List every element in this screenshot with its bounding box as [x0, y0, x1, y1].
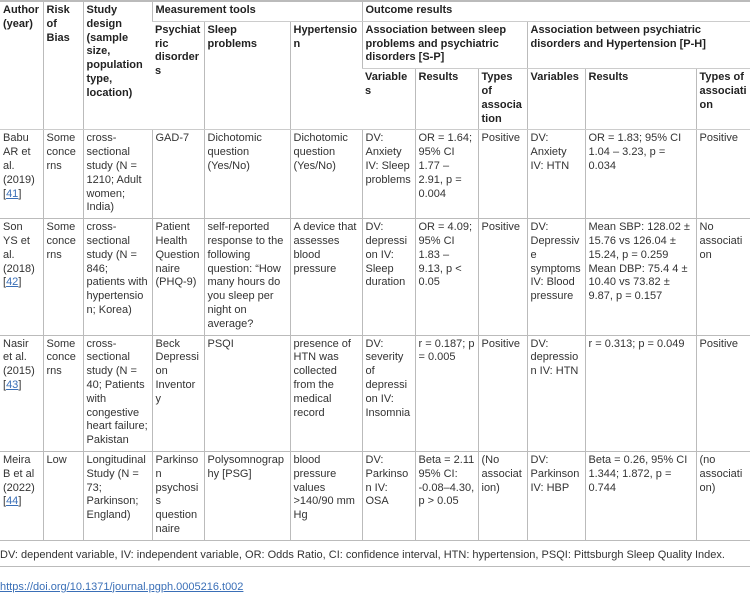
cell-risk — [43, 335, 83, 451]
cell-psych — [152, 219, 204, 335]
cell-ph-res — [585, 130, 696, 219]
header-ph-variables: Variables — [527, 69, 585, 130]
sp-res-text: OR = 4.09; 95% CI 1.83 – 9.13, p < 0.05 — [418, 221, 473, 289]
ph-res-text: Beta = 0.26, 95% CI 1.344; 1.872, p = 0.744 — [588, 453, 688, 494]
cell-sp-type — [478, 219, 527, 335]
sp-type-text: (No association) — [481, 453, 522, 494]
cell-risk — [43, 219, 83, 335]
cell-author: Son YS et al. (2018) [42] — [0, 219, 43, 335]
cell-risk — [43, 130, 83, 219]
cell-htn — [290, 451, 362, 540]
header-sp-results: Results — [415, 69, 478, 130]
sleep-text: Polysomnography [PSG] — [207, 453, 284, 480]
author-text: Babu AR et al. (2019) — [3, 132, 35, 186]
cell-sp-res — [415, 335, 478, 451]
header-design: Study design (sample size, population type, location) — [83, 1, 152, 130]
design-text: Longitudinal Study (N = 73; Parkinson; England) — [86, 453, 146, 522]
cell-risk — [43, 451, 83, 540]
ph-var-text: DV: Parkinson IV: HBP — [530, 453, 580, 494]
risk-text: Some concerns — [46, 132, 76, 172]
table-body — [0, 130, 750, 540]
cell-author: Meira B et al (2022) [44] — [0, 451, 43, 540]
htn-text: presence of HTN was collected from the medical record — [293, 337, 351, 419]
header-ph: Association between psychiatric disorders and Hypertension [P-H] — [527, 21, 750, 68]
cell-sp-var — [362, 451, 415, 540]
cell-ph-var — [527, 219, 585, 335]
doi-link[interactable]: https://doi.org/10.1371/journal.pgph.0005216.t002 — [0, 580, 244, 593]
cell-ph-res — [585, 451, 696, 540]
header-sleep: Sleep problems — [204, 21, 290, 130]
cell-htn — [290, 130, 362, 219]
risk-text: Some concerns — [46, 221, 76, 261]
reference-link[interactable]: 44 — [6, 495, 19, 508]
table-footnote: DV: dependent variable, IV: independent variable, OR: Odds Ratio, CI: confidence interval, HTN: hypertension, PSQI: Pittsburgh Sleep Quality Index. — [0, 541, 750, 567]
reference-link[interactable]: 42 — [6, 276, 19, 289]
cell-psych — [152, 335, 204, 451]
cell-sp-type — [478, 130, 527, 219]
cell-ph-type — [696, 219, 750, 335]
design-text: cross-sectional study (N = 1210; Adult women; India) — [86, 132, 142, 214]
header-outcome: Outcome results — [362, 1, 750, 21]
cell-sp-var — [362, 130, 415, 219]
ph-type-text: Positive — [699, 337, 739, 350]
cell-ph-type — [696, 451, 750, 540]
author-text: Nasir et al. (2015) — [3, 337, 35, 378]
cell-design — [83, 451, 152, 540]
cell-ph-var — [527, 335, 585, 451]
cell-design — [83, 130, 152, 219]
cell-sleep — [204, 219, 290, 335]
ph-var-text: DV: depression IV: HTN — [530, 337, 579, 378]
header-sp-variables: Variables — [362, 69, 415, 130]
cell-design — [83, 335, 152, 451]
table-row — [0, 130, 750, 219]
psych-text: Beck Depression Inventory — [155, 337, 199, 405]
risk-text: Some concerns — [46, 337, 76, 378]
sp-type-text: Positive — [481, 132, 521, 145]
cell-ph-type — [696, 335, 750, 451]
sp-type-text: Positive — [481, 221, 521, 234]
cell-htn — [290, 335, 362, 451]
ph-type-text: Positive — [699, 132, 739, 145]
cell-author: Babu AR et al. (2019) [41] — [0, 130, 43, 219]
cell-sleep — [204, 130, 290, 219]
cell-sp-type — [478, 451, 527, 540]
table-row — [0, 451, 750, 540]
header-ph-types: Types of association — [696, 69, 750, 130]
psych-text: Parkinson psychosis questionnaire — [155, 453, 199, 535]
cell-psych — [152, 130, 204, 219]
psych-text: GAD-7 — [155, 132, 190, 145]
cell-sleep — [204, 451, 290, 540]
ph-res-text: OR = 1.83; 95% CI 1.04 – 3.23, p = 0.034 — [588, 132, 682, 172]
cell-ph-type — [696, 130, 750, 219]
cell-psych — [152, 451, 204, 540]
header-htn: Hypertension — [290, 21, 362, 130]
risk-text: Low — [46, 453, 67, 466]
sleep-text: self-reported response to the following question: “How many hours do you sleep per night on average? — [207, 221, 284, 330]
cell-sp-var — [362, 219, 415, 335]
header-sp: Association between sleep problems and psychiatric disorders [S-P] — [362, 21, 527, 68]
header-sp-types: Types of association — [478, 69, 527, 130]
cell-sp-res — [415, 130, 478, 219]
sp-var-text: DV: Parkinson IV: OSA — [365, 453, 409, 508]
reference-link[interactable]: 41 — [6, 187, 19, 200]
design-text: cross-sectional study (N = 40; Patients with congestive heart failure; Pakistan — [86, 337, 148, 447]
cell-ph-res — [585, 219, 696, 335]
psych-text: Patient Health Questionnaire (PHQ-9) — [155, 221, 200, 289]
cell-sp-type — [478, 335, 527, 451]
sp-res-text: OR = 1.64; 95% CI 1.77 – 2.91, p = 0.004 — [418, 132, 473, 200]
table-row — [0, 335, 750, 451]
cell-sleep — [204, 335, 290, 451]
sp-var-text: DV: depression IV: Sleep duration — [365, 221, 408, 289]
ph-type-text: (no association) — [699, 453, 743, 494]
cell-author: Nasir et al. (2015) [43] — [0, 335, 43, 451]
cell-ph-var — [527, 130, 585, 219]
sp-var-text: DV: severity of depression IV: Insomnia — [365, 337, 411, 419]
author-text: Son YS et al. (2018) — [3, 221, 35, 275]
cell-sp-res — [415, 219, 478, 335]
ph-res-text: Mean SBP: 128.02 ± 15.76 vs 126.04 ± 15.24, p = 0.259 Mean DBP: 75.4 4 ± 10.40 vs 73.82 ± 9.87, p = 0.157 — [588, 221, 690, 303]
cell-design — [83, 219, 152, 335]
ph-var-text: DV: Anxiety IV: HTN — [530, 132, 570, 172]
sp-var-text: DV: Anxiety IV: Sleep problems — [365, 132, 411, 186]
ph-res-text: r = 0.313; p = 0.049 — [588, 337, 685, 350]
header-author: Author (year) — [0, 1, 43, 130]
htn-text: blood pressure values >140/90 mm Hg — [293, 453, 355, 522]
header-risk: Risk of Bias — [43, 1, 83, 130]
cell-ph-var — [527, 451, 585, 540]
table-row — [0, 219, 750, 335]
design-text: cross-sectional study (N = 846; patients with hypertension; Korea) — [86, 221, 148, 316]
sleep-text: Dichotomic question (Yes/No) — [207, 132, 262, 172]
ph-type-text: No association — [699, 221, 743, 261]
sleep-text: PSQI — [207, 337, 234, 350]
header-measurement: Measurement tools — [152, 1, 362, 21]
cell-sp-res — [415, 451, 478, 540]
author-text: Meira B et al (2022) — [3, 453, 35, 494]
sp-res-text: r = 0.187; p = 0.005 — [418, 337, 475, 364]
header-psych: Psychiatric disorders — [152, 21, 204, 130]
header-ph-results: Results — [585, 69, 696, 130]
reference-link[interactable]: 43 — [6, 378, 19, 391]
cell-sp-var — [362, 335, 415, 451]
ph-var-text: DV: Depressive symptoms IV: Blood pressure — [530, 221, 581, 303]
sp-type-text: Positive — [481, 337, 521, 350]
htn-text: A device that assesses blood pressure — [293, 221, 357, 275]
htn-text: Dichotomic question (Yes/No) — [293, 132, 348, 172]
cell-htn — [290, 219, 362, 335]
cell-ph-res — [585, 335, 696, 451]
sp-res-text: Beta = 2.11 95% CI: -0.08–4.30, p > 0.05 — [418, 453, 475, 508]
